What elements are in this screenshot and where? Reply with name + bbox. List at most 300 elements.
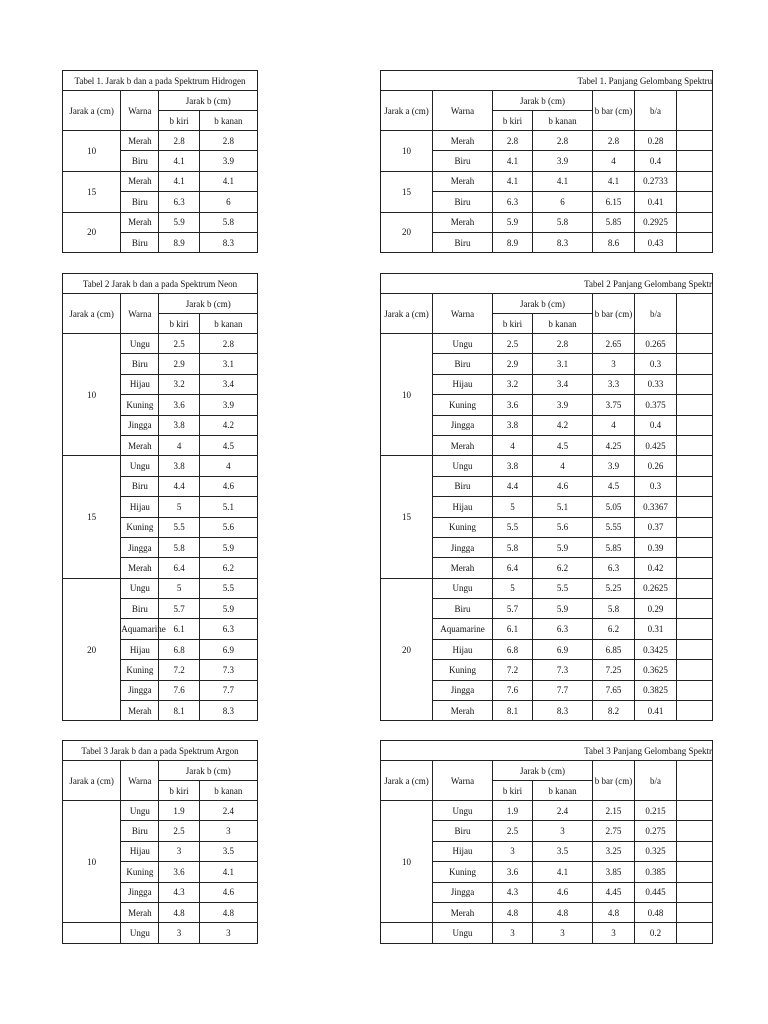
- warna-cell: Biru: [433, 354, 493, 374]
- b-over-a-cell: 0.48: [635, 902, 677, 922]
- clipped-cell: [677, 923, 713, 943]
- b-kanan-cell: 4.1: [533, 171, 593, 191]
- header-jarak-a: Jarak a (cm): [63, 761, 121, 801]
- clipped-cell: [677, 821, 713, 841]
- table-row: [381, 212, 713, 232]
- warna-cell: Ungu: [433, 456, 493, 476]
- wavelength-table-3: [380, 740, 713, 944]
- warna-cell: Ungu: [433, 334, 493, 354]
- b-bar-cell: 6.2: [593, 619, 635, 639]
- header-b-over-a: b/a: [635, 294, 677, 334]
- b-kanan-cell: 3.4: [533, 374, 593, 394]
- clipped-cell: [677, 476, 713, 496]
- b-kiri-cell: 4.1: [159, 171, 199, 191]
- b-kiri-cell: 4: [159, 435, 199, 455]
- warna-cell: Hijau: [121, 841, 159, 861]
- warna-cell: Hijau: [433, 841, 493, 861]
- clipped-column: [677, 761, 713, 801]
- header-warna: Warna: [433, 761, 493, 801]
- b-kanan-cell: 3: [199, 821, 257, 841]
- b-kanan-cell: 5.1: [199, 497, 257, 517]
- b-bar-cell: 7.25: [593, 660, 635, 680]
- b-kanan-cell: 3.1: [199, 354, 257, 374]
- table-title: Tabel 3 Jarak b dan a pada Spektrum Argon: [63, 741, 258, 761]
- b-kanan-cell: 6.9: [533, 639, 593, 659]
- b-kiri-cell: 3.8: [159, 415, 199, 435]
- clipped-cell: [677, 701, 713, 721]
- b-bar-cell: 5.8: [593, 599, 635, 619]
- b-bar-cell: 6.15: [593, 192, 635, 212]
- b-over-a-cell: 0.2625: [635, 578, 677, 598]
- warna-cell: Merah: [121, 131, 159, 151]
- clipped-cell: [677, 578, 713, 598]
- b-kiri-cell: 3.8: [493, 456, 533, 476]
- b-over-a-cell: 0.215: [635, 801, 677, 821]
- b-kanan-cell: 4.8: [533, 902, 593, 922]
- distance-table-2: [62, 273, 258, 721]
- b-kanan-cell: 2.8: [533, 131, 593, 151]
- warna-cell: Aquamarine: [121, 619, 159, 639]
- b-kanan-cell: 6.3: [199, 619, 257, 639]
- header-b-over-a: b/a: [635, 761, 677, 801]
- b-kanan-cell: 3: [199, 923, 257, 943]
- clipped-cell: [677, 415, 713, 435]
- header-jarak-a: Jarak a (cm): [381, 91, 433, 131]
- warna-cell: Jingga: [121, 680, 159, 700]
- header-b-over-a: b/a: [635, 91, 677, 131]
- b-kanan-cell: 4.5: [199, 435, 257, 455]
- clipped-column: [677, 91, 713, 131]
- b-kiri-cell: 5: [159, 578, 199, 598]
- warna-cell: Merah: [433, 902, 493, 922]
- header-b-bar: b bar (cm): [593, 91, 635, 131]
- b-kiri-cell: 2.5: [159, 334, 199, 354]
- header-jarak-b: Jarak b (cm): [493, 91, 593, 111]
- b-kanan-cell: 5.1: [533, 497, 593, 517]
- b-over-a-cell: 0.3825: [635, 680, 677, 700]
- header-warna: Warna: [121, 294, 159, 334]
- header-b-bar: b bar (cm): [593, 294, 635, 334]
- warna-cell: Hijau: [121, 639, 159, 659]
- b-kanan-cell: 3.9: [533, 151, 593, 171]
- jarak-a-cell: 20: [63, 578, 121, 721]
- b-kiri-cell: 5: [159, 497, 199, 517]
- b-bar-cell: 4.1: [593, 171, 635, 191]
- b-kanan-cell: 7.3: [199, 660, 257, 680]
- warna-cell: Ungu: [121, 334, 159, 354]
- b-kiri-cell: 7.2: [159, 660, 199, 680]
- b-kanan-cell: 6.2: [533, 558, 593, 578]
- b-kiri-cell: 4.3: [493, 882, 533, 902]
- b-kanan-cell: 3.9: [199, 395, 257, 415]
- b-over-a-cell: 0.4: [635, 151, 677, 171]
- distance-table-3: [62, 740, 258, 944]
- header-b-kiri: b kiri: [159, 314, 199, 334]
- clipped-cell: [677, 456, 713, 476]
- warna-cell: Merah: [121, 701, 159, 721]
- b-bar-cell: 2.15: [593, 801, 635, 821]
- b-over-a-cell: 0.3367: [635, 497, 677, 517]
- b-over-a-cell: 0.3425: [635, 639, 677, 659]
- b-kiri-cell: 4.8: [493, 902, 533, 922]
- b-kanan-cell: 4.2: [199, 415, 257, 435]
- b-bar-cell: 4.45: [593, 882, 635, 902]
- clipped-cell: [677, 395, 713, 415]
- b-kiri-cell: 6.4: [159, 558, 199, 578]
- clipped-cell: [677, 131, 713, 151]
- b-kiri-cell: 8.1: [493, 701, 533, 721]
- header-b-kanan: b kanan: [199, 781, 257, 801]
- b-bar-cell: 4.5: [593, 476, 635, 496]
- warna-cell: Merah: [121, 558, 159, 578]
- b-kanan-cell: 8.3: [199, 232, 257, 252]
- clipped-cell: [677, 497, 713, 517]
- b-over-a-cell: 0.4: [635, 415, 677, 435]
- warna-cell: Merah: [121, 171, 159, 191]
- table-row: [381, 334, 713, 354]
- table-row: [63, 212, 258, 232]
- jarak-a-cell: 15: [381, 456, 433, 578]
- jarak-a-cell: 15: [63, 171, 121, 212]
- jarak-a-cell: 10: [63, 801, 121, 923]
- warna-cell: Ungu: [121, 923, 159, 943]
- b-over-a-cell: 0.3: [635, 476, 677, 496]
- b-kiri-cell: 6.3: [159, 192, 199, 212]
- b-kiri-cell: 4: [493, 435, 533, 455]
- warna-cell: Jingga: [433, 415, 493, 435]
- warna-cell: Kuning: [121, 395, 159, 415]
- b-kanan-cell: 6: [199, 192, 257, 212]
- b-kiri-cell: 3: [159, 923, 199, 943]
- warna-cell: Jingga: [121, 415, 159, 435]
- table-row: [381, 578, 713, 598]
- clipped-cell: [677, 619, 713, 639]
- header-jarak-a: Jarak a (cm): [63, 294, 121, 334]
- header-b-kiri: b kiri: [493, 314, 533, 334]
- b-kanan-cell: 5.6: [199, 517, 257, 537]
- b-kiri-cell: 2.9: [493, 354, 533, 374]
- warna-cell: Biru: [121, 354, 159, 374]
- b-over-a-cell: 0.26: [635, 456, 677, 476]
- b-kanan-cell: 7.7: [199, 680, 257, 700]
- warna-cell: Biru: [433, 476, 493, 496]
- b-kanan-cell: 8.3: [533, 232, 593, 252]
- table-row: [381, 131, 713, 151]
- warna-cell: Merah: [433, 171, 493, 191]
- b-over-a-cell: 0.2: [635, 923, 677, 943]
- b-kanan-cell: 5.5: [533, 578, 593, 598]
- warna-cell: Biru: [121, 821, 159, 841]
- clipped-cell: [677, 639, 713, 659]
- clipped-cell: [677, 660, 713, 680]
- jarak-a-cell: 10: [381, 801, 433, 923]
- table-row: [381, 456, 713, 476]
- table-row: [63, 131, 258, 151]
- b-bar-cell: 4: [593, 151, 635, 171]
- b-kanan-cell: 5.5: [199, 578, 257, 598]
- jarak-a-cell: [63, 923, 121, 943]
- b-kiri-cell: 5.7: [493, 599, 533, 619]
- b-kiri-cell: 5: [493, 497, 533, 517]
- clipped-column: [677, 294, 713, 334]
- b-kiri-cell: 2.8: [159, 131, 199, 151]
- warna-cell: Hijau: [433, 497, 493, 517]
- b-kanan-cell: 4.6: [199, 476, 257, 496]
- b-over-a-cell: 0.375: [635, 395, 677, 415]
- jarak-a-cell: 10: [381, 334, 433, 456]
- b-bar-cell: 3.25: [593, 841, 635, 861]
- b-kanan-cell: 3.4: [199, 374, 257, 394]
- b-bar-cell: 3.85: [593, 862, 635, 882]
- warna-cell: Biru: [121, 599, 159, 619]
- b-bar-cell: 5.05: [593, 497, 635, 517]
- header-b-bar: b bar (cm): [593, 761, 635, 801]
- b-bar-cell: 3.9: [593, 456, 635, 476]
- warna-cell: Kuning: [121, 862, 159, 882]
- warna-cell: Merah: [121, 902, 159, 922]
- b-kiri-cell: 3.6: [493, 395, 533, 415]
- table-row: [63, 171, 258, 191]
- b-over-a-cell: 0.2733: [635, 171, 677, 191]
- warna-cell: Kuning: [433, 660, 493, 680]
- wavelength-table-1: [380, 70, 713, 253]
- b-bar-cell: 6.3: [593, 558, 635, 578]
- b-kiri-cell: 4.4: [493, 476, 533, 496]
- b-bar-cell: 4.25: [593, 435, 635, 455]
- b-kanan-cell: 3.5: [199, 841, 257, 861]
- warna-cell: Hijau: [121, 497, 159, 517]
- b-kanan-cell: 4.1: [533, 862, 593, 882]
- table-title: Tabel 3 Panjang Gelombang Spektr: [381, 741, 713, 761]
- warna-cell: Merah: [433, 131, 493, 151]
- b-over-a-cell: 0.41: [635, 701, 677, 721]
- b-bar-cell: 2.75: [593, 821, 635, 841]
- clipped-cell: [677, 558, 713, 578]
- b-kiri-cell: 5: [493, 578, 533, 598]
- header-b-kiri: b kiri: [493, 111, 533, 131]
- b-kiri-cell: 5.5: [493, 517, 533, 537]
- jarak-a-cell: 10: [63, 334, 121, 456]
- b-kiri-cell: 3: [493, 923, 533, 943]
- clipped-cell: [677, 841, 713, 861]
- b-kiri-cell: 4.4: [159, 476, 199, 496]
- warna-cell: Jingga: [433, 680, 493, 700]
- header-b-kanan: b kanan: [199, 111, 257, 131]
- b-kanan-cell: 4.6: [199, 882, 257, 902]
- b-over-a-cell: 0.2925: [635, 212, 677, 232]
- clipped-cell: [677, 882, 713, 902]
- warna-cell: Jingga: [433, 882, 493, 902]
- b-kiri-cell: 5.9: [159, 212, 199, 232]
- b-kanan-cell: 5.9: [533, 537, 593, 557]
- table-row: [381, 923, 713, 943]
- b-over-a-cell: 0.33: [635, 374, 677, 394]
- warna-cell: Biru: [433, 599, 493, 619]
- b-kiri-cell: 4.8: [159, 902, 199, 922]
- table-row: [63, 578, 258, 598]
- b-over-a-cell: 0.29: [635, 599, 677, 619]
- b-kanan-cell: 5.9: [199, 537, 257, 557]
- header-jarak-b: Jarak b (cm): [159, 91, 258, 111]
- clipped-cell: [677, 171, 713, 191]
- b-bar-cell: 4.8: [593, 902, 635, 922]
- table-title: Tabel 2 Panjang Gelombang Spektr: [381, 274, 713, 294]
- b-kiri-cell: 6.8: [493, 639, 533, 659]
- b-kiri-cell: 1.9: [159, 801, 199, 821]
- warna-cell: Merah: [121, 212, 159, 232]
- b-kiri-cell: 6.1: [493, 619, 533, 639]
- warna-cell: Merah: [121, 435, 159, 455]
- b-kiri-cell: 3: [493, 841, 533, 861]
- b-over-a-cell: 0.325: [635, 841, 677, 861]
- b-kanan-cell: 5.8: [533, 212, 593, 232]
- b-kanan-cell: 3: [533, 923, 593, 943]
- warna-cell: Ungu: [433, 578, 493, 598]
- b-bar-cell: 2.8: [593, 131, 635, 151]
- b-kiri-cell: 4.3: [159, 882, 199, 902]
- warna-cell: Jingga: [433, 537, 493, 557]
- clipped-cell: [677, 334, 713, 354]
- b-kiri-cell: 3.2: [493, 374, 533, 394]
- b-kanan-cell: 4.8: [199, 902, 257, 922]
- warna-cell: Biru: [121, 192, 159, 212]
- warna-cell: Biru: [121, 232, 159, 252]
- header-warna: Warna: [433, 294, 493, 334]
- warna-cell: Merah: [433, 212, 493, 232]
- jarak-a-cell: 10: [63, 131, 121, 172]
- b-kanan-cell: 4.1: [199, 171, 257, 191]
- b-kiri-cell: 6.8: [159, 639, 199, 659]
- header-warna: Warna: [433, 91, 493, 131]
- b-kiri-cell: 8.9: [493, 232, 533, 252]
- table-row: [63, 456, 258, 476]
- b-kanan-cell: 6: [533, 192, 593, 212]
- clipped-cell: [677, 537, 713, 557]
- b-kiri-cell: 8.1: [159, 701, 199, 721]
- b-over-a-cell: 0.28: [635, 131, 677, 151]
- warna-cell: Ungu: [121, 456, 159, 476]
- b-bar-cell: 5.25: [593, 578, 635, 598]
- warna-cell: Ungu: [433, 801, 493, 821]
- warna-cell: Jingga: [121, 537, 159, 557]
- b-kanan-cell: 6.9: [199, 639, 257, 659]
- jarak-a-cell: [381, 923, 433, 943]
- b-kiri-cell: 5.8: [493, 537, 533, 557]
- b-kiri-cell: 3.8: [493, 415, 533, 435]
- table-row: [63, 923, 258, 943]
- header-warna: Warna: [121, 91, 159, 131]
- clipped-cell: [677, 151, 713, 171]
- b-over-a-cell: 0.425: [635, 435, 677, 455]
- header-b-kanan: b kanan: [199, 314, 257, 334]
- warna-cell: Jingga: [121, 882, 159, 902]
- table-title: Tabel 1. Panjang Gelombang Spektru: [381, 71, 713, 91]
- b-kanan-cell: 3.1: [533, 354, 593, 374]
- warna-cell: Hijau: [433, 374, 493, 394]
- b-over-a-cell: 0.265: [635, 334, 677, 354]
- clipped-cell: [677, 192, 713, 212]
- b-kiri-cell: 5.7: [159, 599, 199, 619]
- warna-cell: Merah: [433, 701, 493, 721]
- b-over-a-cell: 0.31: [635, 619, 677, 639]
- b-bar-cell: 3: [593, 923, 635, 943]
- b-bar-cell: 5.55: [593, 517, 635, 537]
- b-bar-cell: 3.75: [593, 395, 635, 415]
- b-kiri-cell: 6.1: [159, 619, 199, 639]
- b-kanan-cell: 3: [533, 821, 593, 841]
- b-kiri-cell: 2.8: [493, 131, 533, 151]
- clipped-cell: [677, 517, 713, 537]
- b-kanan-cell: 2.8: [199, 334, 257, 354]
- b-kanan-cell: 4.2: [533, 415, 593, 435]
- b-kiri-cell: 3: [159, 841, 199, 861]
- header-jarak-a: Jarak a (cm): [381, 761, 433, 801]
- b-kiri-cell: 5.9: [493, 212, 533, 232]
- b-kanan-cell: 5.8: [199, 212, 257, 232]
- clipped-cell: [677, 680, 713, 700]
- b-kanan-cell: 4: [533, 456, 593, 476]
- b-over-a-cell: 0.42: [635, 558, 677, 578]
- b-kiri-cell: 2.5: [159, 821, 199, 841]
- clipped-cell: [677, 212, 713, 232]
- clipped-cell: [677, 435, 713, 455]
- header-b-kanan: b kanan: [533, 314, 593, 334]
- b-kanan-cell: 5.6: [533, 517, 593, 537]
- b-kiri-cell: 5.5: [159, 517, 199, 537]
- b-kanan-cell: 4.1: [199, 862, 257, 882]
- b-kanan-cell: 3.9: [533, 395, 593, 415]
- b-over-a-cell: 0.39: [635, 537, 677, 557]
- b-kanan-cell: 2.4: [199, 801, 257, 821]
- b-bar-cell: 5.85: [593, 212, 635, 232]
- table-title: Tabel 1. Jarak b dan a pada Spektrum Hidrogen: [63, 71, 258, 91]
- b-bar-cell: 3: [593, 354, 635, 374]
- jarak-a-cell: 10: [381, 131, 433, 172]
- b-kanan-cell: 4: [199, 456, 257, 476]
- b-over-a-cell: 0.385: [635, 862, 677, 882]
- b-kiri-cell: 3.8: [159, 456, 199, 476]
- header-jarak-a: Jarak a (cm): [381, 294, 433, 334]
- b-over-a-cell: 0.3625: [635, 660, 677, 680]
- clipped-cell: [677, 354, 713, 374]
- clipped-cell: [677, 599, 713, 619]
- b-over-a-cell: 0.37: [635, 517, 677, 537]
- b-kanan-cell: 4.5: [533, 435, 593, 455]
- b-kanan-cell: 3.5: [533, 841, 593, 861]
- b-kiri-cell: 6.3: [493, 192, 533, 212]
- b-over-a-cell: 0.445: [635, 882, 677, 902]
- header-jarak-b: Jarak b (cm): [159, 761, 258, 781]
- header-jarak-a: Jarak a (cm): [63, 91, 121, 131]
- jarak-a-cell: 20: [381, 578, 433, 721]
- warna-cell: Biru: [433, 151, 493, 171]
- b-kanan-cell: 3.9: [199, 151, 257, 171]
- b-kiri-cell: 3.6: [159, 395, 199, 415]
- warna-cell: Biru: [433, 821, 493, 841]
- table-title: Tabel 2 Jarak b dan a pada Spektrum Neon: [63, 274, 258, 294]
- jarak-a-cell: 20: [381, 212, 433, 253]
- warna-cell: Biru: [121, 151, 159, 171]
- warna-cell: Biru: [433, 192, 493, 212]
- header-jarak-b: Jarak b (cm): [493, 761, 593, 781]
- jarak-a-cell: 20: [63, 212, 121, 253]
- warna-cell: Kuning: [121, 517, 159, 537]
- jarak-a-cell: 15: [63, 456, 121, 578]
- b-kanan-cell: 5.9: [533, 599, 593, 619]
- b-kanan-cell: 5.9: [199, 599, 257, 619]
- b-kanan-cell: 2.8: [533, 334, 593, 354]
- clipped-cell: [677, 232, 713, 252]
